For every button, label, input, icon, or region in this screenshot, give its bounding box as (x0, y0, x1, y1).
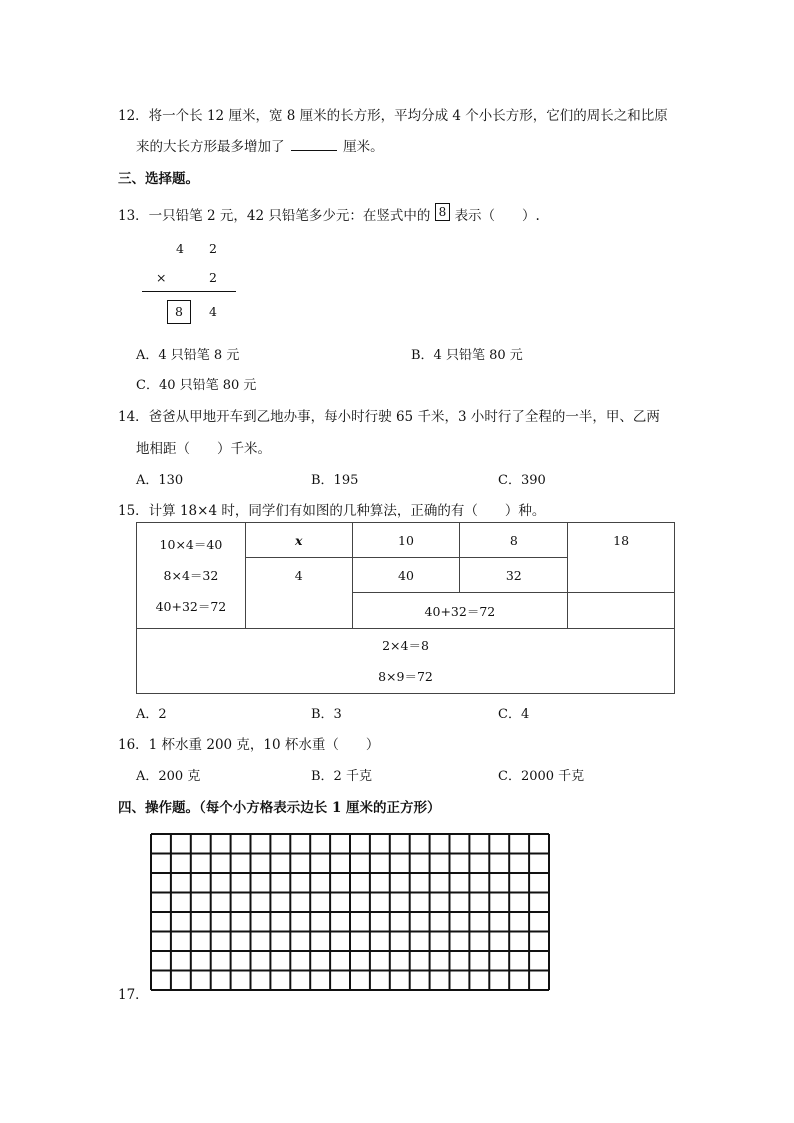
method1-line2: 8×4＝32 (163, 568, 219, 583)
q13-option-b[interactable]: B．4 只铅笔 80 元 (411, 348, 523, 363)
square-grid[interactable] (150, 833, 550, 991)
method1-line1: 10×4＝40 (159, 537, 223, 552)
q14-option-b[interactable]: B．195 (311, 473, 359, 488)
q14-option-c[interactable]: C．390 (498, 473, 546, 488)
vertical-times-sign: × (156, 270, 167, 285)
grid-row-4: 4 (245, 558, 352, 629)
grid-header-18: 18 (568, 523, 675, 593)
q15-methods-table (136, 522, 675, 694)
q13-stem (118, 204, 540, 225)
grid-product-32: 32 (460, 558, 568, 593)
vertical-multiplier: 2 (209, 270, 217, 285)
grid-product-40: 40 (352, 558, 460, 593)
q15-stem: 15．计算 18×4 时，同学们有如图的几种算法，正确的有（ ）种。 (118, 503, 546, 519)
q13-stem-pre: 13．一只铅笔 2 元，42 只铅笔多少元：在竖式中的 (118, 208, 431, 224)
vertical-result-ones: 4 (209, 304, 217, 319)
grid-lines (151, 834, 549, 990)
q16-option-a[interactable]: A．200 克 (136, 769, 201, 784)
grid-header-10: 10 (352, 523, 460, 558)
q13-boxed-digit: 8 (435, 203, 451, 221)
method1-cell (137, 523, 246, 629)
section-4-heading: 四、操作题。（每个小方格表示边长 1 厘米的正方形） (118, 800, 441, 816)
section-3-heading: 三、选择题。 (118, 171, 199, 187)
q16-stem: 16．1 杯水重 200 克，10 杯水重（ ） (118, 737, 380, 753)
q12-line1: 12．将一个长 12 厘米，宽 8 厘米的长方形，平均分成 4 个小长方形，它们的周长之和比原 (118, 108, 668, 124)
q13-option-c[interactable]: C．40 只铅笔 80 元 (136, 378, 257, 393)
grid-x-header: x (245, 523, 352, 558)
q17-label: 17． (118, 987, 149, 1003)
q14-line2: 地相距（ ）千米。 (136, 441, 271, 457)
q16-option-b[interactable]: B．2 千克 (311, 769, 372, 784)
q12-line2-pre: 来的大长方形最多增加了 (136, 139, 285, 155)
vertical-top-ones: 2 (209, 241, 217, 256)
q15-option-a[interactable]: A．2 (136, 707, 167, 722)
q12-answer-blank[interactable] (291, 138, 337, 151)
grid-empty-cell (568, 593, 675, 629)
vertical-result-tens-boxed: 8 (167, 300, 191, 324)
method1-line3: 40+32＝72 (155, 599, 227, 614)
vertical-top-tens: 4 (176, 241, 184, 256)
method3-line2: 8×9＝72 (378, 669, 433, 684)
q13-stem-post: 表示（ ）. (454, 208, 540, 224)
q12-line2-post: 厘米。 (343, 139, 384, 155)
grid-sum: 40+32＝72 (352, 593, 568, 629)
grid-header-8: 8 (460, 523, 568, 558)
q14-option-a[interactable]: A．130 (136, 473, 184, 488)
q13-option-a[interactable]: A．4 只铅笔 8 元 (136, 348, 240, 363)
method3-line1: 2×4＝8 (382, 638, 429, 653)
q15-option-b[interactable]: B．3 (311, 707, 342, 722)
method3-cell (137, 629, 675, 694)
q14-line1: 14．爸爸从甲地开车到乙地办事，每小时行驶 65 千米，3 小时行了全程的一半，甲、乙两 (118, 409, 660, 425)
q16-option-c[interactable]: C．2000 千克 (498, 769, 585, 784)
q15-option-c[interactable]: C．4 (498, 707, 530, 722)
q12-line2 (136, 135, 384, 155)
vertical-rule (142, 291, 236, 292)
